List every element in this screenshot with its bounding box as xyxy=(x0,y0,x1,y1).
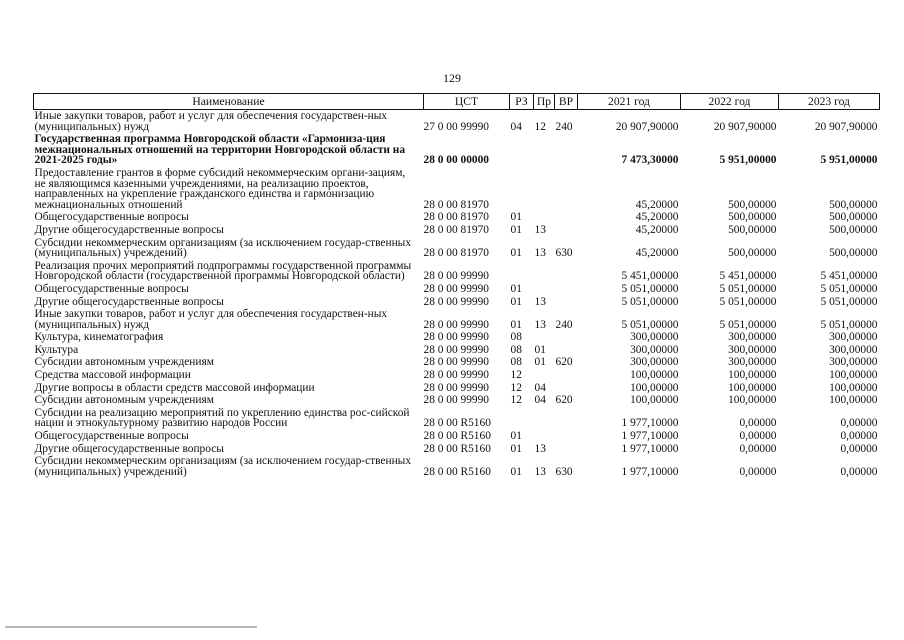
header-cst: ЦСТ xyxy=(424,94,510,110)
cell-year-2023: 100,00000 xyxy=(829,381,878,394)
cell-name: Предоставление грантов в форме субсидий некоммерческим органи-зациям, не являющимся казенными учреждениями, на реализацию проектов, направленных на укрепление гражданского единства и гармонизацию межнациональных отношений xyxy=(34,166,406,211)
cell-vr xyxy=(555,331,578,344)
cell-rz xyxy=(510,167,534,211)
cell-name: Субсидии некоммерческим организациям (за исключением государ-ственных (муниципальных) учреждений) xyxy=(34,236,412,260)
cell-year-2022: 500,00000 xyxy=(728,198,777,211)
header-year-2023: 2023 год xyxy=(779,94,880,110)
cell-name: Иные закупки товаров, работ и услуг для обеспечения государствен-ных (муниципальных) нужд xyxy=(34,308,388,331)
cell-year-2021: 5 451,00000 xyxy=(621,270,679,283)
table-row xyxy=(34,430,880,443)
cell-vr: 620 xyxy=(555,394,573,407)
header-pr: Пр xyxy=(534,94,555,110)
table-row xyxy=(34,443,880,456)
table-row xyxy=(34,237,880,260)
table-body xyxy=(34,110,880,479)
cell-vr xyxy=(555,211,578,224)
cell-vr xyxy=(555,133,578,167)
cell-pr xyxy=(534,211,555,224)
cell-year-2023: 0,00000 xyxy=(840,430,878,443)
header-vr: ВР xyxy=(555,94,578,110)
cell-name: Другие общегосударственные вопросы xyxy=(34,223,224,236)
cell-year-2021: 45,20000 xyxy=(635,198,679,211)
cell-rz: 01 xyxy=(510,430,522,443)
table-row xyxy=(34,344,880,357)
table-row xyxy=(34,394,880,407)
cell-year-2023: 300,00000 xyxy=(829,343,878,356)
cell-year-2023: 5 051,00000 xyxy=(820,295,878,308)
cell-name: Субсидии на реализацию мероприятий по укреплению единства рос-сийской нации и этнокультурному развитию народов России xyxy=(34,406,410,430)
cell-vr: 630 xyxy=(555,465,573,478)
cell-cst: 28 0 00 81970 xyxy=(423,198,489,211)
cell-year-2023: 5 051,00000 xyxy=(820,282,878,295)
cell-cst: 28 0 00 99990 xyxy=(423,295,489,308)
cell-year-2022: 0,00000 xyxy=(739,417,777,430)
cell-vr xyxy=(555,407,578,430)
cell-vr xyxy=(555,260,578,283)
cell-name: Общегосударственные вопросы xyxy=(34,282,189,295)
cell-year-2023: 500,00000 xyxy=(829,223,878,236)
cell-name: Средства массовой информации xyxy=(34,369,191,382)
cell-year-2022: 5 451,00000 xyxy=(719,270,777,283)
cell-cst: 28 0 00 81970 xyxy=(423,223,489,236)
table-row xyxy=(34,356,880,369)
cell-rz: 01 xyxy=(510,211,522,224)
cell-year-2022: 5 051,00000 xyxy=(719,318,777,331)
cell-rz: 08 xyxy=(510,356,522,369)
cell-year-2022: 500,00000 xyxy=(728,247,777,260)
cell-pr xyxy=(534,133,555,167)
cell-rz: 01 xyxy=(510,442,522,455)
cell-vr xyxy=(555,167,578,211)
cell-pr: 04 xyxy=(534,381,546,394)
cell-year-2023: 5 051,00000 xyxy=(820,318,878,331)
table-header xyxy=(34,94,880,110)
cell-vr: 620 xyxy=(555,356,573,369)
cell-cst: 28 0 00 99990 xyxy=(423,381,489,394)
cell-year-2021: 5 051,00000 xyxy=(621,282,679,295)
cell-rz: 01 xyxy=(510,223,522,236)
cell-vr xyxy=(555,224,578,237)
cell-cst: 28 0 00 99990 xyxy=(423,331,489,344)
cell-year-2022: 300,00000 xyxy=(728,356,777,369)
cell-name: Общегосударственные вопросы xyxy=(34,430,189,443)
cell-cst: 28 0 00 00000 xyxy=(423,154,489,167)
cell-year-2021: 1 977,10000 xyxy=(621,417,679,430)
cell-name: Государственная программа Новгородской области «Гармониза-ция межнациональных отношений на территории Новгородской области на 2021-2025 годы» xyxy=(34,133,406,167)
cell-year-2021: 100,00000 xyxy=(630,369,679,382)
cell-pr: 13 xyxy=(534,295,546,308)
cell-vr xyxy=(555,430,578,443)
cell-year-2023: 500,00000 xyxy=(829,198,878,211)
cell-vr xyxy=(555,382,578,395)
cell-rz: 08 xyxy=(510,343,522,356)
cell-year-2021: 300,00000 xyxy=(630,356,679,369)
cell-vr: 240 xyxy=(555,318,573,331)
table-row xyxy=(34,296,880,309)
cell-pr: 13 xyxy=(534,442,546,455)
cell-pr: 04 xyxy=(534,394,546,407)
cell-vr: 630 xyxy=(555,247,573,260)
cell-pr: 12 xyxy=(534,120,546,133)
cell-year-2021: 100,00000 xyxy=(630,381,679,394)
cell-name: Субсидии автономным учреждениям xyxy=(34,394,214,407)
cell-name: Общегосударственные вопросы xyxy=(34,211,189,224)
cell-rz: 12 xyxy=(510,394,522,407)
cell-cst: 27 0 00 99990 xyxy=(423,120,489,133)
header-row xyxy=(34,94,880,110)
cell-vr xyxy=(555,344,578,357)
cell-pr xyxy=(534,260,555,283)
cell-vr: 240 xyxy=(555,120,573,133)
cell-cst: 28 0 00 R5160 xyxy=(423,430,491,443)
cell-cst: 28 0 00 99990 xyxy=(423,318,489,331)
cell-pr xyxy=(534,283,555,296)
cell-year-2022: 100,00000 xyxy=(728,394,777,407)
cell-year-2021: 45,20000 xyxy=(635,247,679,260)
cell-year-2021: 1 977,10000 xyxy=(621,465,679,478)
table-row xyxy=(34,382,880,395)
bottom-rule xyxy=(5,626,257,628)
budget-table xyxy=(33,93,880,478)
cell-pr xyxy=(534,430,555,443)
table-row xyxy=(34,331,880,344)
table-row xyxy=(34,407,880,430)
cell-pr: 13 xyxy=(534,318,546,331)
cell-year-2021: 100,00000 xyxy=(630,394,679,407)
cell-cst: 28 0 00 99990 xyxy=(423,282,489,295)
cell-year-2021: 7 473,30000 xyxy=(621,154,679,167)
cell-year-2021: 20 907,90000 xyxy=(615,120,679,133)
cell-rz xyxy=(510,407,534,430)
cell-name: Другие вопросы в области средств массовой информации xyxy=(34,381,315,394)
cell-year-2022: 0,00000 xyxy=(739,430,777,443)
cell-pr xyxy=(534,369,555,382)
cell-name: Реализация прочих мероприятий подпрограммы государственной программы Новгородской области (государственной программы Новгородской области) xyxy=(34,259,412,283)
cell-rz xyxy=(510,260,534,283)
cell-name: Культура xyxy=(34,343,79,356)
cell-cst: 28 0 00 99990 xyxy=(423,270,489,283)
table-row xyxy=(34,283,880,296)
table-row xyxy=(34,211,880,224)
cell-year-2023: 0,00000 xyxy=(840,442,878,455)
cell-name: Другие общегосударственные вопросы xyxy=(34,442,224,455)
cell-year-2023: 5 451,00000 xyxy=(820,270,878,283)
cell-cst: 28 0 00 R5160 xyxy=(423,417,491,430)
cell-pr: 13 xyxy=(534,247,546,260)
cell-year-2021: 1 977,10000 xyxy=(621,442,679,455)
table-row xyxy=(34,455,880,478)
cell-rz: 08 xyxy=(510,331,522,344)
cell-rz: 01 xyxy=(510,247,522,260)
cell-name: Иные закупки товаров, работ и услуг для обеспечения государствен-ных (муниципальных) нужд xyxy=(34,110,388,133)
cell-year-2022: 5 951,00000 xyxy=(719,154,777,167)
cell-year-2021: 45,20000 xyxy=(635,223,679,236)
header-name: Наименование xyxy=(34,94,424,110)
cell-pr xyxy=(534,167,555,211)
cell-rz: 04 xyxy=(510,120,522,133)
cell-year-2022: 300,00000 xyxy=(728,343,777,356)
cell-pr: 13 xyxy=(534,223,546,236)
cell-vr xyxy=(555,283,578,296)
cell-vr xyxy=(555,369,578,382)
cell-year-2023: 100,00000 xyxy=(829,369,878,382)
cell-year-2021: 45,20000 xyxy=(635,211,679,224)
cell-vr xyxy=(555,296,578,309)
cell-rz: 12 xyxy=(510,381,522,394)
table-row xyxy=(34,110,880,134)
cell-year-2022: 300,00000 xyxy=(728,331,777,344)
cell-rz: 01 xyxy=(510,295,522,308)
cell-name: Субсидии некоммерческим организациям (за исключением государ-ственных (муниципальных) учреждений) xyxy=(34,455,412,478)
page-number: 129 xyxy=(443,71,461,85)
cell-name: Другие общегосударственные вопросы xyxy=(34,295,224,308)
cell-year-2022: 5 051,00000 xyxy=(719,282,777,295)
cell-rz xyxy=(510,133,534,167)
cell-pr: 01 xyxy=(534,356,546,369)
cell-cst: 28 0 00 R5160 xyxy=(423,465,491,478)
cell-pr xyxy=(534,407,555,430)
cell-cst: 28 0 00 99990 xyxy=(423,394,489,407)
cell-cst: 28 0 00 99990 xyxy=(423,369,489,382)
header-year-2022: 2022 год xyxy=(681,94,779,110)
cell-year-2022: 100,00000 xyxy=(728,381,777,394)
cell-year-2023: 100,00000 xyxy=(829,394,878,407)
cell-year-2021: 300,00000 xyxy=(630,343,679,356)
cell-year-2021: 1 977,10000 xyxy=(621,430,679,443)
cell-rz: 01 xyxy=(510,318,522,331)
cell-year-2022: 500,00000 xyxy=(728,223,777,236)
table-row xyxy=(34,133,880,167)
cell-year-2021: 5 051,00000 xyxy=(621,318,679,331)
cell-year-2023: 20 907,90000 xyxy=(814,120,878,133)
cell-year-2023: 0,00000 xyxy=(840,417,878,430)
cell-year-2022: 20 907,90000 xyxy=(713,120,777,133)
cell-year-2023: 300,00000 xyxy=(829,331,878,344)
cell-year-2022: 0,00000 xyxy=(739,465,777,478)
cell-year-2023: 0,00000 xyxy=(840,465,878,478)
cell-rz: 12 xyxy=(510,369,522,382)
cell-year-2021: 300,00000 xyxy=(630,331,679,344)
header-rz: РЗ xyxy=(510,94,534,110)
cell-year-2023: 300,00000 xyxy=(829,356,878,369)
cell-rz: 01 xyxy=(510,282,522,295)
cell-year-2022: 500,00000 xyxy=(728,211,777,224)
cell-cst: 28 0 00 81970 xyxy=(423,247,489,260)
cell-year-2022: 5 051,00000 xyxy=(719,295,777,308)
cell-cst: 28 0 00 99990 xyxy=(423,343,489,356)
table-row xyxy=(34,369,880,382)
cell-year-2021: 5 051,00000 xyxy=(621,295,679,308)
cell-year-2023: 500,00000 xyxy=(829,211,878,224)
table-row xyxy=(34,260,880,283)
cell-year-2023: 500,00000 xyxy=(829,247,878,260)
cell-pr: 01 xyxy=(534,343,546,356)
cell-year-2022: 100,00000 xyxy=(728,369,777,382)
cell-cst: 28 0 00 R5160 xyxy=(423,442,491,455)
cell-year-2023: 5 951,00000 xyxy=(820,154,878,167)
cell-cst: 28 0 00 99990 xyxy=(423,356,489,369)
cell-cst: 28 0 00 81970 xyxy=(423,211,489,224)
table-row xyxy=(34,308,880,331)
cell-pr: 13 xyxy=(534,465,546,478)
cell-pr xyxy=(534,331,555,344)
header-year-2021: 2021 год xyxy=(578,94,681,110)
cell-rz: 01 xyxy=(510,465,522,478)
cell-name: Культура, кинематография xyxy=(34,331,164,344)
table-row xyxy=(34,224,880,237)
cell-name: Субсидии автономным учреждениям xyxy=(34,356,214,369)
cell-vr xyxy=(555,443,578,456)
table-row xyxy=(34,167,880,211)
cell-year-2022: 0,00000 xyxy=(739,442,777,455)
